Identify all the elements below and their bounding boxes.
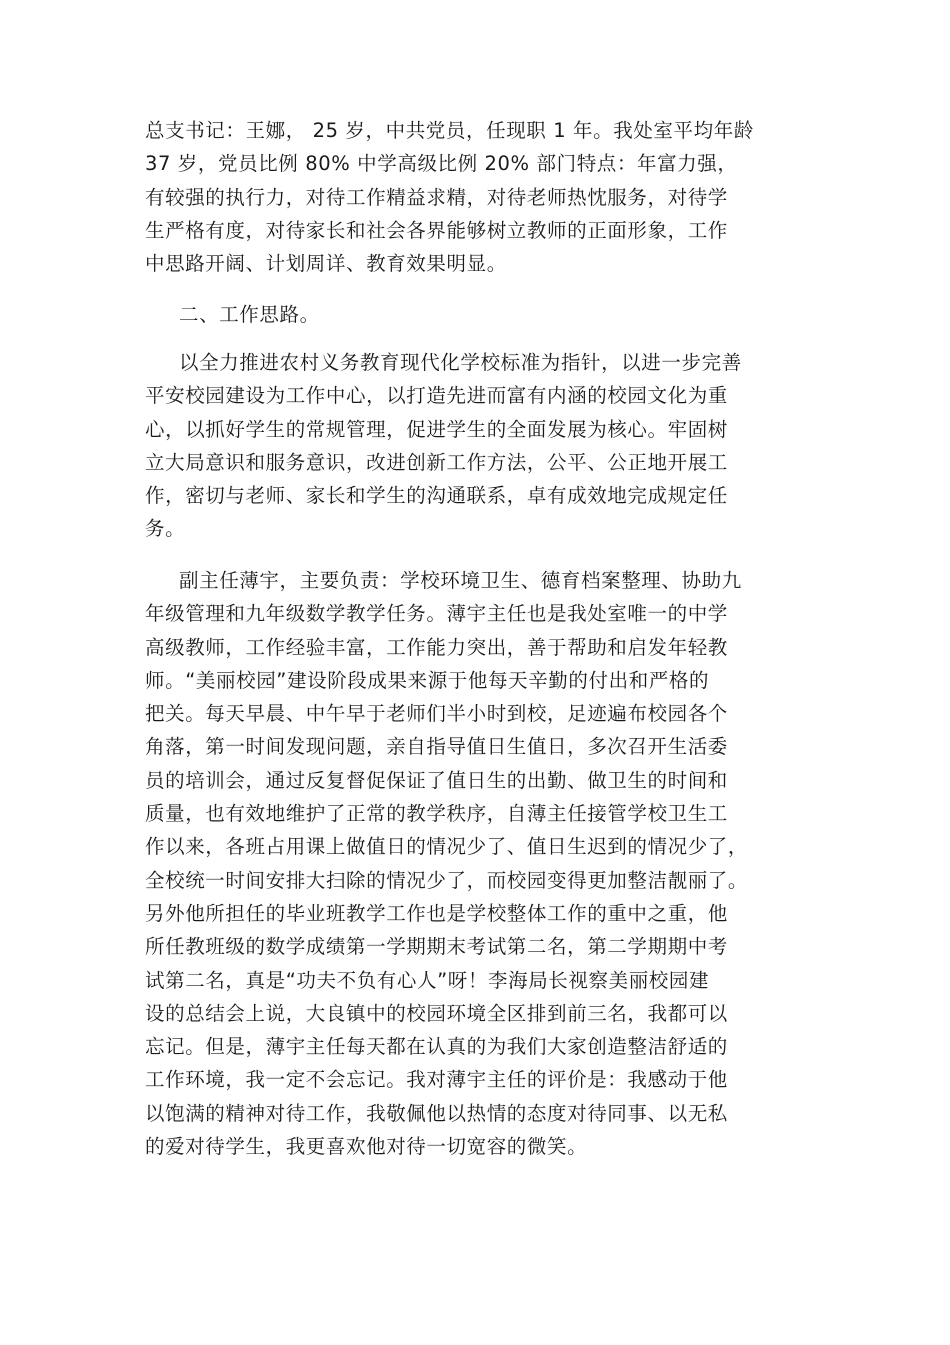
text-line: 37 岁，党员比例 80% 中学高级比例 20% 部门特点：年富力强， bbox=[145, 152, 738, 176]
section-heading-text: 二、工作思路。 bbox=[179, 303, 320, 326]
text-line: 以全力推进农村义务教育现代化学校标准为指针，以进一步完善 bbox=[179, 351, 742, 374]
text-line: 高级教师，工作经验丰富，工作能力突出，善于帮助和启发年轻教 bbox=[145, 635, 728, 659]
text-line: 务。 bbox=[145, 517, 186, 541]
text-line: 生严格有度，对待家长和社会各界能够树立教师的正面形象，工作 bbox=[145, 218, 728, 242]
text-line: 试第二名，真是“功夫不负有心人”呀！李海局长视察美丽校园建 bbox=[145, 968, 710, 992]
text-line: 副主任薄宇，主要负责：学校环境卫生、德育档案整理、协助九 bbox=[179, 569, 742, 592]
section-heading bbox=[145, 298, 805, 331]
text-line: 平安校园建设为工作中心，以打造先进而富有内涵的校园文化为重 bbox=[145, 384, 728, 408]
text-line: 另外他所担任的毕业班教学工作也是学校整体工作的重中之重，他 bbox=[145, 901, 728, 925]
text-line: 作，密切与老师、家长和学生的沟通联系，卓有成效地完成规定任 bbox=[145, 484, 728, 508]
text-line: 所任教班级的数学成绩第一学期期末考试第二名，第二学期期中考 bbox=[145, 935, 728, 959]
text-line: 总支书记：王娜， 25 岁，中共党员，任现职 1 年。我处室平均年龄 bbox=[145, 119, 754, 142]
text-line: 角落，第一时间发现问题，亲自指导值日生值日，多次召开生活委 bbox=[145, 735, 728, 759]
text-line: 质量，也有效地维护了正常的教学秩序，自薄主任接管学校卫生工 bbox=[145, 802, 728, 826]
text-line: 师。“美丽校园”建设阶段成果来源于他每天辛勤的付出和严格的 bbox=[145, 668, 710, 692]
text-line: 设的总结会上说，大良镇中的校园环境全区排到前三名，我都可以 bbox=[145, 1001, 728, 1025]
paragraph-deputy-director bbox=[145, 564, 805, 1163]
text-line: 有较强的执行力，对待工作精益求精，对待老师热忱服务，对待学 bbox=[145, 185, 728, 209]
text-line: 中思路开阔、计划周详、教育效果明显。 bbox=[145, 252, 507, 276]
text-line: 心，以抓好学生的常规管理，促进学生的全面发展为核心。牢固树 bbox=[145, 417, 728, 441]
text-line: 工作环境，我一定不会忘记。我对薄宇主任的评价是：我感动于他 bbox=[145, 1068, 728, 1092]
text-line: 员的培训会，通过反复督促保证了值日生的出勤、做卫生的时间和 bbox=[145, 768, 728, 792]
text-line: 作以来，各班占用课上做值日的情况少了、值日生迟到的情况少了， bbox=[145, 835, 749, 859]
text-line: 以饱满的精神对待工作，我敬佩他以热情的态度对待同事、以无私 bbox=[145, 1101, 728, 1125]
text-line: 的爱对待学生，我更喜欢他对待一切宽容的微笑。 bbox=[145, 1135, 588, 1159]
text-line: 忘记。但是，薄宇主任每天都在认真的为我们大家创造整洁舒适的 bbox=[145, 1035, 728, 1059]
paragraph-work-approach bbox=[145, 346, 805, 546]
text-line: 全校统一时间安排大扫除的情况少了，而校园变得更加整洁靓丽了。 bbox=[145, 868, 749, 892]
paragraph-staff-intro bbox=[145, 114, 805, 280]
text-line: 立大局意识和服务意识，改进创新工作方法，公平、公正地开展工 bbox=[145, 450, 728, 474]
text-line: 年级管理和九年级数学教学任务。薄宇主任也是我处室唯一的中学 bbox=[145, 602, 728, 626]
text-line: 把关。每天早晨、中午早于老师们半小时到校，足迹遍布校园各个 bbox=[145, 702, 728, 726]
